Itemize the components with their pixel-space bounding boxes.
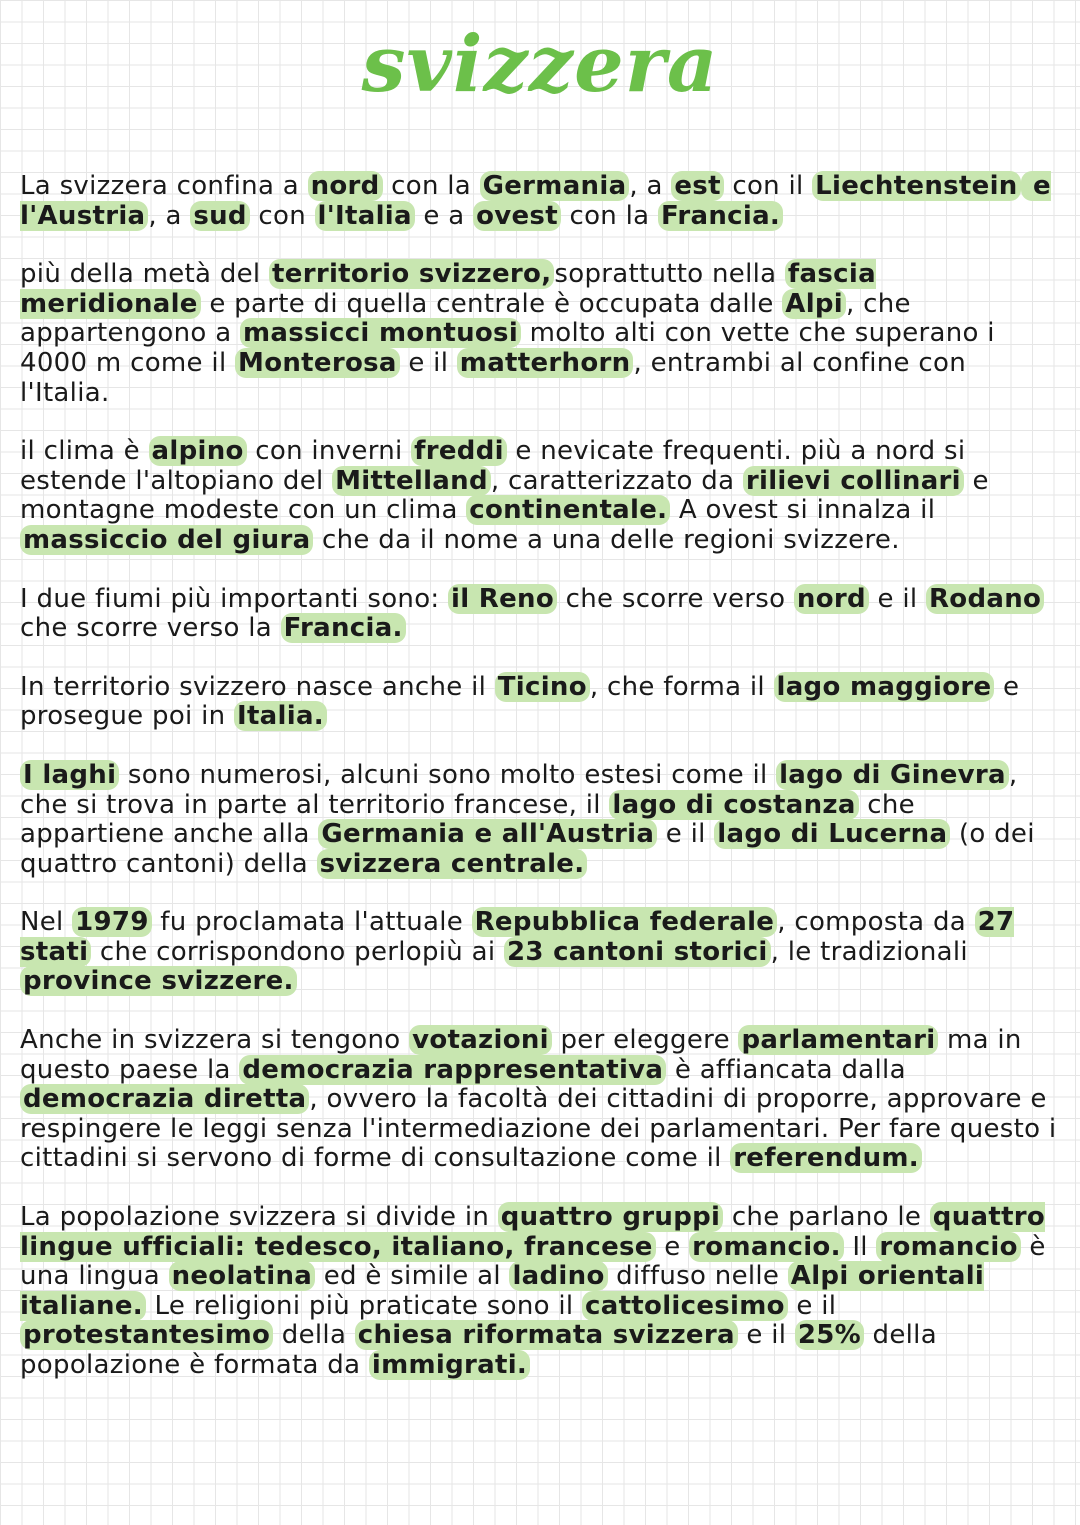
highlighted-term: neolatina bbox=[169, 1261, 316, 1291]
text-segment: In territorio svizzero nasce anche il bbox=[20, 671, 495, 702]
text-segment: che da il nome a una delle regioni svizzere. bbox=[313, 524, 900, 555]
highlighted-term: immigrati. bbox=[369, 1350, 530, 1380]
highlighted-term: Repubblica federale bbox=[472, 907, 778, 937]
highlighted-term: nord bbox=[308, 171, 383, 201]
paragraph-population bbox=[20, 1203, 1060, 1381]
highlighted-term: 25% bbox=[795, 1320, 864, 1350]
text-segment: e a bbox=[414, 200, 474, 231]
text-segment: e il bbox=[868, 583, 926, 614]
highlighted-term: quattro gruppi bbox=[498, 1202, 724, 1232]
highlighted-term: rilievi collinari bbox=[743, 466, 964, 496]
highlighted-term: Alpi orientali italiane. bbox=[20, 1261, 985, 1321]
highlighted-term: Francia. bbox=[281, 613, 406, 643]
text-segment: diffuso nelle bbox=[607, 1261, 788, 1292]
highlighted-term: lago maggiore bbox=[774, 672, 995, 702]
highlighted-term: Rodano bbox=[926, 584, 1044, 614]
highlighted-term: 1979 bbox=[72, 907, 152, 937]
text-segment: , che appartengono a bbox=[20, 288, 911, 349]
paragraph-borders bbox=[20, 172, 1060, 231]
highlighted-term: romancio bbox=[876, 1232, 1020, 1262]
highlighted-term: Ticino bbox=[495, 672, 590, 702]
text-segment: che scorre verso bbox=[557, 583, 794, 614]
paragraph-rivers bbox=[20, 585, 1060, 644]
highlighted-term: lago di Lucerna bbox=[714, 819, 950, 849]
paragraph-lakes bbox=[20, 761, 1060, 879]
text-segment: della bbox=[273, 1320, 355, 1351]
highlighted-term: cattolicesimo bbox=[582, 1291, 788, 1321]
highlighted-term: nord bbox=[794, 584, 869, 614]
highlighted-term: Monterosa bbox=[235, 348, 400, 378]
text-segment: che scorre verso la bbox=[20, 613, 281, 644]
highlighted-term: Germania bbox=[480, 171, 630, 201]
highlighted-term: quattro lingue ufficiali: tedesco, italiano, francese bbox=[20, 1202, 1046, 1262]
text-segment: che parlano le bbox=[723, 1202, 930, 1233]
text-segment: per eleggere bbox=[551, 1025, 739, 1056]
text-segment: è affiancata dalla bbox=[666, 1054, 906, 1085]
highlighted-term: Liechtenstein bbox=[812, 171, 1020, 201]
highlighted-term: romancio. bbox=[689, 1232, 844, 1262]
text-segment: , a bbox=[148, 200, 191, 231]
highlighted-term: sud bbox=[190, 201, 250, 231]
highlighted-term: democrazia diretta bbox=[20, 1084, 309, 1114]
paragraph-alps bbox=[20, 260, 1060, 408]
highlighted-term: Francia. bbox=[658, 201, 783, 231]
highlighted-term: lago di costanza bbox=[609, 790, 858, 820]
highlighted-term: ovest bbox=[473, 201, 561, 231]
text-segment: (o dei quattro cantoni) della bbox=[20, 819, 1035, 879]
highlighted-term: territorio svizzero, bbox=[269, 259, 554, 289]
page-title: svizzera bbox=[361, 19, 719, 110]
highlighted-term: lago di Ginevra bbox=[776, 760, 1009, 790]
highlighted-term: alpino bbox=[149, 436, 247, 466]
text-segment: I due fiumi più importanti sono: bbox=[20, 583, 449, 614]
highlighted-term: votazioni bbox=[409, 1025, 552, 1055]
text-segment: è una lingua bbox=[20, 1231, 1046, 1292]
highlighted-term: e l'Austria bbox=[20, 171, 1051, 231]
text-segment: che appartiene anche alla bbox=[20, 789, 915, 850]
text-segment: A ovest si innalza il bbox=[670, 495, 936, 526]
text-segment: e il bbox=[657, 819, 715, 850]
highlighted-term: 27 stati bbox=[20, 907, 1015, 967]
text-segment: e bbox=[655, 1231, 690, 1262]
text-segment: Il bbox=[843, 1231, 877, 1262]
text-segment: con inverni bbox=[246, 436, 412, 467]
highlighted-term: chiesa riformata svizzera bbox=[355, 1320, 738, 1350]
text-segment: , entrambi al confine con l'Italia. bbox=[20, 347, 966, 408]
text-segment: e prosegue poi in bbox=[20, 671, 1020, 732]
text-segment: il clima è bbox=[20, 436, 149, 467]
text-segment: soprattutto nella bbox=[554, 259, 785, 290]
highlighted-term: l'Italia bbox=[315, 201, 415, 231]
text-segment: sono numerosi, alcuni sono molto estesi come il bbox=[119, 759, 777, 790]
text-segment: e il bbox=[399, 347, 457, 378]
notes-body bbox=[20, 172, 1060, 1410]
highlighted-term: svizzera centrale. bbox=[317, 849, 588, 879]
text-segment: e il bbox=[787, 1290, 837, 1321]
paragraph-democracy bbox=[20, 1026, 1060, 1174]
text-segment: più della metà del bbox=[20, 259, 270, 290]
highlighted-term: massicci montuosi bbox=[240, 318, 521, 348]
paragraph-republic bbox=[20, 908, 1060, 997]
text-segment: con bbox=[249, 200, 315, 231]
highlighted-term: matterhorn bbox=[457, 348, 634, 378]
text-segment: e parte di quella centrale è occupata dalle bbox=[200, 288, 783, 319]
text-segment: e nevicate frequenti. più a nord si estende l'altopiano del bbox=[20, 436, 966, 496]
text-segment: , che si trova in parte al territorio francese, il bbox=[20, 759, 1018, 820]
highlighted-term: province svizzere. bbox=[20, 966, 297, 996]
text-segment: con il bbox=[723, 171, 813, 201]
highlighted-term: ladino bbox=[509, 1261, 607, 1291]
text-segment: La svizzera confina a bbox=[20, 171, 308, 201]
text-segment: , composta da bbox=[777, 907, 975, 938]
text-segment: , a bbox=[629, 171, 672, 201]
highlighted-term: massiccio del giura bbox=[20, 525, 313, 555]
text-segment: fu proclamata l'attuale bbox=[151, 907, 472, 938]
highlighted-term: Germania e all'Austria bbox=[318, 819, 657, 849]
highlighted-term: I laghi bbox=[20, 760, 119, 790]
text-segment: e montagne modeste con un clima bbox=[20, 465, 989, 526]
text-segment: ed è simile al bbox=[315, 1261, 510, 1292]
highlighted-term: Alpi bbox=[782, 289, 846, 319]
paragraph-ticino bbox=[20, 673, 1060, 732]
highlighted-term: 23 cantoni storici bbox=[504, 937, 771, 967]
text-segment: Nel bbox=[20, 907, 73, 938]
text-segment: , caratterizzato da bbox=[490, 465, 743, 496]
text-segment: Anche in svizzera si tengono bbox=[20, 1025, 410, 1056]
text-segment: ma in questo paese la bbox=[20, 1025, 1022, 1085]
text-segment: e il bbox=[737, 1320, 795, 1351]
text-segment: molto alti con vette che superano i 4000 m come il bbox=[20, 318, 995, 378]
highlighted-term: democrazia rappresentativa bbox=[239, 1055, 666, 1085]
text-segment: , che forma il bbox=[589, 671, 774, 702]
highlighted-term: parlamentari bbox=[738, 1025, 938, 1055]
text-segment: con la bbox=[382, 171, 480, 201]
highlighted-term: protestantesimo bbox=[20, 1320, 273, 1350]
highlighted-term: continentale. bbox=[466, 495, 670, 525]
highlighted-term: Italia. bbox=[234, 701, 327, 731]
text-segment: , le tradizionali bbox=[770, 936, 968, 967]
text-segment: La popolazione svizzera si divide in bbox=[20, 1202, 498, 1233]
highlighted-term: Mittelland bbox=[332, 466, 491, 496]
text-segment: della popolazione è formata da bbox=[20, 1320, 937, 1380]
paragraph-climate bbox=[20, 437, 1060, 555]
text-segment: Le religioni più praticate sono il bbox=[145, 1290, 583, 1321]
highlighted-term: est bbox=[671, 171, 723, 201]
highlighted-term: freddi bbox=[411, 436, 507, 466]
text-segment: , ovvero la facoltà dei cittadini di proporre, approvare e respingere le leggi senza l'intermediazione dei parlamentari. Per fare questo i cittadini si servono di forme di consultazione come il bbox=[20, 1084, 1057, 1174]
text-segment: con la bbox=[560, 200, 658, 231]
text-segment: che corrispondono perlopiù ai bbox=[91, 936, 504, 967]
highlighted-term: referendum. bbox=[730, 1143, 922, 1173]
highlighted-term: fascia meridionale bbox=[20, 259, 876, 319]
highlighted-term: il Reno bbox=[448, 584, 557, 614]
